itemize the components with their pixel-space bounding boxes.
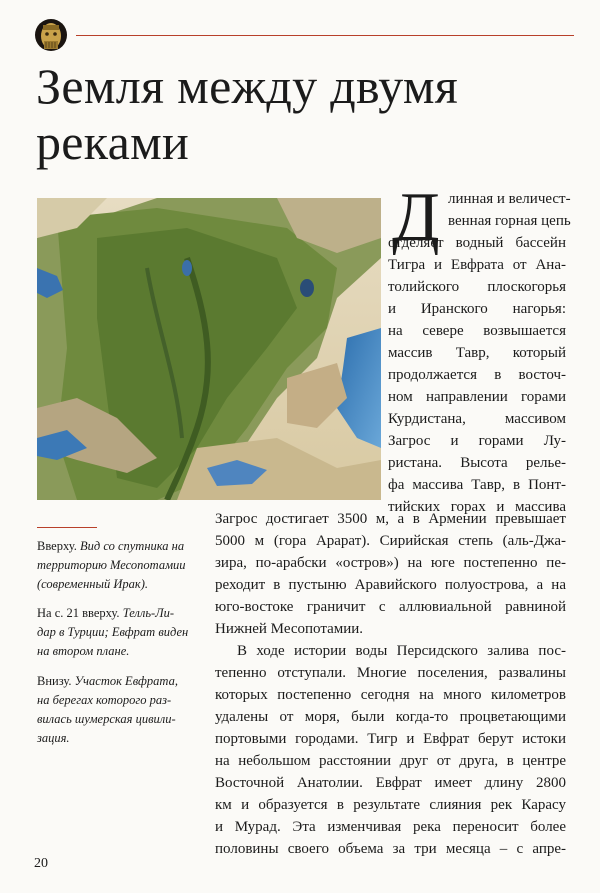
text-line: половины своего объема за три месяца – с апре- (215, 841, 566, 857)
text-line: реходит в пустыню Аравийского полуострова, а на (215, 577, 566, 593)
satellite-photo-mesopotamia (37, 198, 381, 500)
text-line: км и образуется в результате слияния рек Карасу (215, 797, 566, 813)
drop-cap: Д (392, 179, 440, 256)
text-line: толийского плоскогорья (388, 279, 566, 295)
caption-line: вилась шумерская цивили- (37, 712, 176, 726)
text-line: портовыми городами. Тигр и Евфрат берут истоки (215, 731, 566, 747)
text-line: удалены от моря, были когда-то процветающими (215, 709, 566, 725)
caption-line: (современный Ирак). (37, 577, 148, 591)
text-line: и Иранского нагорья: (388, 301, 566, 317)
text-line: зира, по-арабски «остров») на юге постепенно пе- (215, 555, 566, 571)
text-line: юго-востоке граничит с аллювиальной равниной (215, 599, 566, 615)
text-line: В ходе истории воды Персидского залива пос- (237, 643, 566, 659)
text-line: на севере возвышается (388, 323, 566, 339)
caption-line: территорию Месопотамии (37, 558, 186, 572)
sumerian-head-logo-icon (34, 16, 68, 54)
text-line: ном направлении горами (388, 389, 566, 405)
caption-page21 (37, 604, 197, 661)
page-title (36, 58, 576, 170)
caption-line: на втором плане. (37, 644, 130, 658)
caption-line: Вверху. Вид со спутника на (37, 539, 185, 553)
caption-line: Внизу. Участок Евфрата, (37, 674, 178, 688)
text-line: 5000 м (гора Арарат). Сирийская степь (аль-Джа- (215, 533, 566, 549)
text-line: продолжается в восточ- (388, 367, 566, 383)
caption-top (37, 537, 197, 594)
text-line: массив Тавр, который (388, 345, 566, 361)
body-paragraph-2 (215, 640, 566, 860)
title-line-1: Земля между двумя (36, 58, 459, 114)
header-rule (76, 35, 574, 36)
body-paragraph-1 (215, 508, 566, 640)
caption-line: зация. (37, 731, 70, 745)
text-line: которых постепенно сегодня на много километров (215, 687, 566, 703)
text-line: фа массива Тавр, в Понт- (388, 477, 566, 493)
caption-bottom (37, 672, 197, 748)
text-line: линная и величест- (448, 191, 571, 207)
text-line: Восточной Анатолии. Евфрат имеет длину 2800 (215, 775, 566, 791)
intro-paragraph-a (448, 188, 571, 232)
caption-rule (37, 527, 97, 528)
text-line: на небольшом расстоянии друг от друга, в центре (215, 753, 566, 769)
text-line: Загрос и горами Лу- (388, 433, 566, 449)
text-line: венная горная цепь (448, 213, 571, 229)
text-line: отделяет водный бассейн (388, 235, 566, 251)
caption-line: дар в Турции; Евфрат виден (37, 625, 189, 639)
caption-line: На с. 21 вверху. Телль-Ли- (37, 606, 175, 620)
text-line: Нижней Месопотамии. (215, 621, 364, 637)
text-line: Тигра и Евфрата от Ана- (388, 257, 566, 273)
text-line: тийских горах и массива (388, 499, 566, 515)
intro-paragraph-b (388, 232, 566, 518)
text-line: ристана. Высота релье- (388, 455, 566, 471)
title-line-2: реками (36, 114, 190, 170)
text-line: Загрос достигает 3500 м, а в Армении превышает (215, 511, 566, 527)
text-line: тепенно отступали. Многие поселения, развалины (215, 665, 566, 681)
caption-line: на берегах которого раз- (37, 693, 172, 707)
page-number: 20 (34, 856, 48, 871)
text-line: и Мурад. Эта изменчивая река переносит более (215, 819, 566, 835)
text-line: Курдистана, массивом (388, 411, 566, 427)
